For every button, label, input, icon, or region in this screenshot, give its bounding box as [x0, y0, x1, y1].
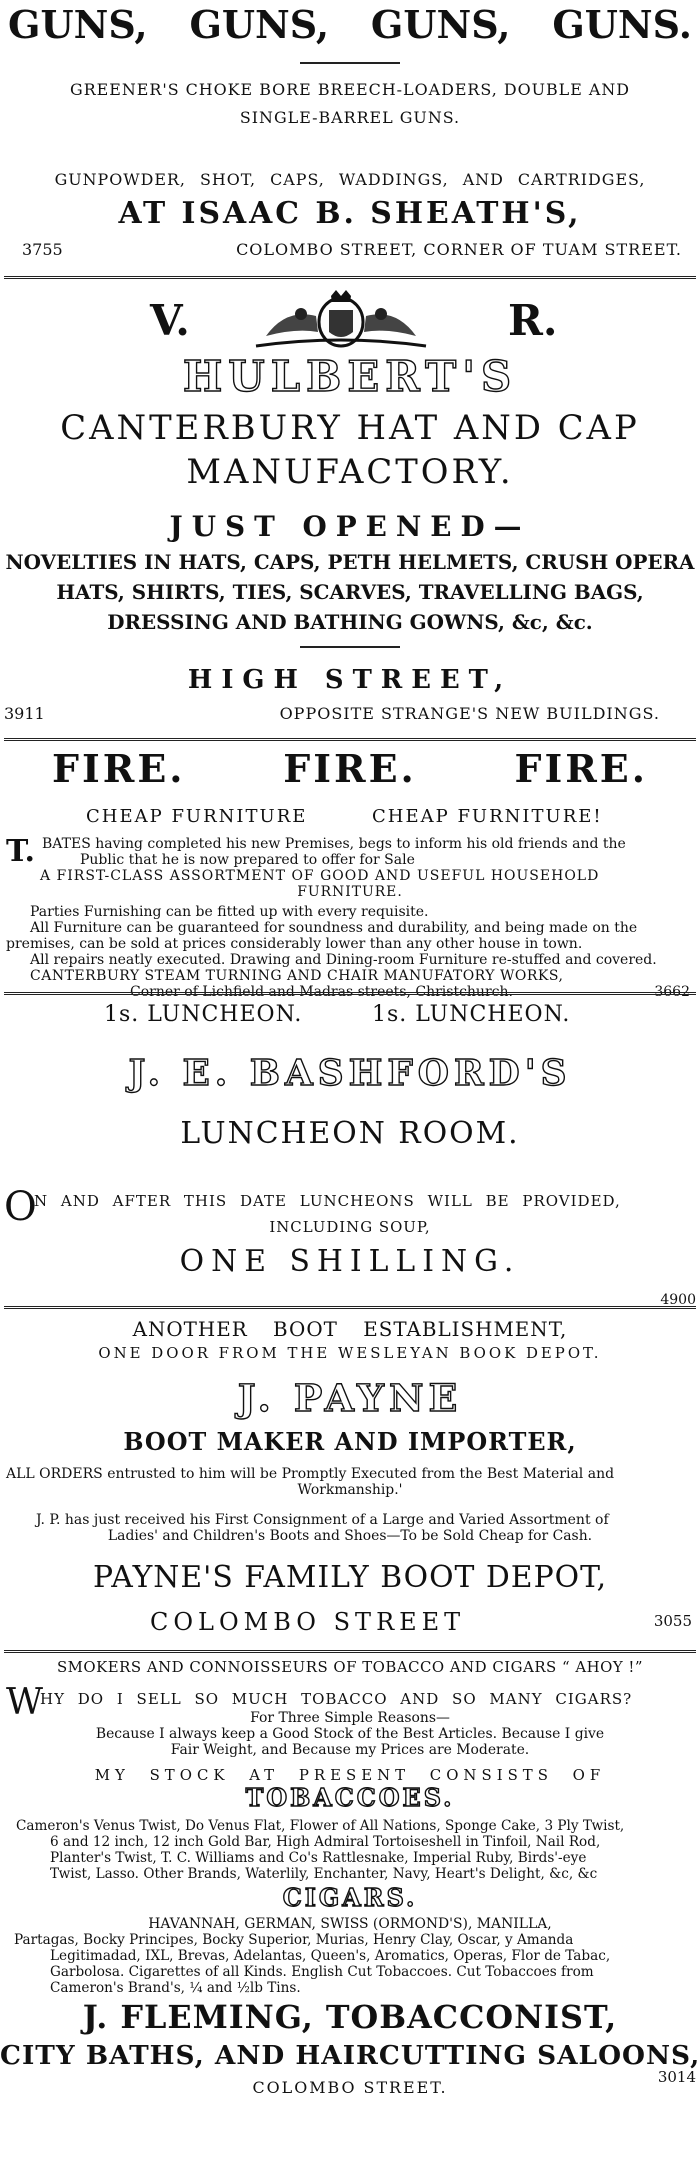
fleming-why-3: Because I always keep a Good Stock of the Best Articles. Because I give — [95, 1726, 605, 1742]
hulbert-novelties-2: HATS, SHIRTS, TIES, SCARVES, TRAVELLING BAGS, — [56, 580, 644, 604]
cigar-line-5: Cameron's Brand's, ¼ and ½lb Tins. — [50, 1980, 301, 1996]
divider — [4, 1306, 696, 1309]
luncheon-advertisement — [0, 996, 700, 1279]
payne-another: ANOTHER BOOT ESTABLISHMENT, — [132, 1318, 568, 1341]
fire-dropcap: T. — [6, 834, 35, 869]
cheap-furniture-1: CHEAP FURNITURE — [86, 806, 308, 827]
ad-number: 3911 — [4, 704, 45, 723]
luncheon-top-1: 1s. LUNCHEON. — [104, 1002, 303, 1027]
guns-address: COLOMBO STREET, CORNER OF TUAM STREET. — [236, 240, 682, 259]
royal-r: R. — [508, 296, 558, 345]
divider — [4, 276, 696, 279]
hulbert-novelties-1: NOVELTIES IN HATS, CAPS, PETH HELMETS, CRUSH OPERA — [5, 550, 695, 574]
fleming-why-1: HY DO I SELL SO MUCH TOBACCO AND SO MANY CIGARS? — [40, 1690, 633, 1708]
fire-intro-2: Public that he is now prepared to offer for Sale — [80, 852, 415, 868]
guns-word: GUNS, — [370, 2, 511, 47]
fire-assortment-2: FURNITURE. — [297, 884, 403, 900]
luncheon-line-2: INCLUDING SOUP, — [269, 1218, 431, 1236]
bashford-name: J. E. BASHFORD'S — [128, 1052, 572, 1094]
payne-jp-2: Ladies' and Children's Boots and Shoes—To be Sold Cheap for Cash. — [107, 1528, 593, 1544]
guns-dealer: AT ISAAC B. SHEATH'S, — [118, 196, 582, 231]
ad-number: 3014 — [657, 2068, 696, 2086]
guns-advertisement — [0, 0, 700, 268]
fire-furniture-advertisement — [0, 742, 700, 1000]
fleming-why-2: For Three Simple Reasons— — [250, 1710, 450, 1726]
fleming-smokers: SMOKERS AND CONNOISSEURS OF TOBACCO AND CIGARS “ AHOY !” — [56, 1658, 644, 1676]
tobaccoes-heading: TOBACCOES. — [245, 1784, 455, 1812]
fire-paragraph-4: All repairs neatly executed. Drawing and Dining-room Furniture re-stuffed and covered. — [30, 952, 657, 968]
cigar-line-2: Partagas, Bocky Principes, Bocky Superior, Murias, Henry Clay, Oscar, y Amanda — [14, 1932, 574, 1948]
payne-orders-2: Workmanship.' — [297, 1482, 403, 1498]
cigars-heading: CIGARS. — [282, 1884, 418, 1912]
fire-corner: Corner of Lichfield and Madras streets, Christchurch. — [130, 984, 513, 1000]
hulbert-title-1: CANTERBURY HAT AND CAP — [60, 408, 640, 447]
cigar-line-3: Legitimadad, IXL, Brevas, Adelantas, Queen's, Aromatics, Operas, Flor de Tabac, — [50, 1948, 611, 1964]
fleming-street: COLOMBO STREET. — [252, 2078, 448, 2097]
fire-paragraph-3: premises, can be sold at prices considerably lower than any other house in town. — [6, 936, 583, 952]
cigar-line-1: HAVANNAH, GERMAN, SWISS (ORMOND'S), MANILLA, — [148, 1916, 552, 1932]
payne-orders-1: ALL ORDERS entrusted to him will be Promptly Executed from the Best Material and — [6, 1466, 615, 1482]
payne-street: COLOMBO STREET — [150, 1608, 466, 1636]
fleming-dropcap: W — [6, 1682, 44, 1723]
guns-line-3: GUNPOWDER, SHOT, CAPS, WADDINGS, AND CARTRIDGES, — [54, 170, 646, 189]
payne-depot: PAYNE'S FAMILY BOOT DEPOT, — [92, 1560, 608, 1595]
tobacco-line-3: Planter's Twist, T. C. Williams and Co's Rattlesnake, Imperial Ruby, Birds'-eye — [50, 1850, 587, 1866]
hulbert-novelties-3: DRESSING AND BATHING GOWNS, &c, &c. — [107, 610, 593, 634]
cigar-line-4: Garbolosa. Cigarettes of all Kinds. English Cut Tobaccoes. Cut Tobaccoes from — [50, 1964, 594, 1980]
payne-title: BOOT MAKER AND IMPORTER, — [123, 1428, 577, 1456]
cheap-furniture-2: CHEAP FURNITURE! — [372, 806, 603, 827]
hulbert-title-2: MANUFACTORY. — [186, 452, 514, 491]
luncheon-dropcap: O — [4, 1184, 37, 1230]
divider — [4, 1650, 696, 1653]
payne-door: ONE DOOR FROM THE WESLEYAN BOOK DEPOT. — [98, 1344, 602, 1362]
fire-word: FIRE. — [52, 746, 186, 791]
fleming-name: J. FLEMING, TOBACCONIST, — [82, 1998, 618, 2036]
payne-jp-1: J. P. has just received his First Consignment of a Large and Varied Assortment of — [36, 1512, 609, 1528]
one-shilling: ONE SHILLING. — [179, 1244, 521, 1279]
ad-number: 3755 — [22, 240, 63, 259]
luncheon-room: LUNCHEON ROOM. — [180, 1116, 520, 1151]
guns-word: GUNS. — [552, 2, 692, 47]
hulbert-advertisement — [0, 280, 700, 735]
fire-word: FIRE. — [283, 746, 417, 791]
fleming-baths: CITY BATHS, AND HAIRCUTTING SALOONS, — [0, 2040, 700, 2071]
ad-number: 3662 — [654, 984, 690, 1000]
guns-headline — [8, 2, 692, 47]
tobacco-line-2: 6 and 12 inch, 12 inch Gold Bar, High Admiral Tortoiseshell in Tinfoil, Nail Rod, — [50, 1834, 601, 1850]
guns-line-2: SINGLE-BARREL GUNS. — [239, 108, 461, 127]
fire-headline — [52, 746, 648, 791]
hulbert-name: HULBERT'S — [182, 352, 518, 401]
fleming-tobacco-advertisement — [0, 1654, 700, 2178]
fire-word: FIRE. — [514, 746, 648, 791]
ad-number: 3055 — [653, 1612, 692, 1630]
luncheon-line-1: N AND AFTER THIS DATE LUNCHEONS WILL BE PROVIDED, — [34, 1192, 621, 1210]
fleming-why-4: Fair Weight, and Because my Prices are Moderate. — [170, 1742, 530, 1758]
royal-coat-of-arms-icon — [246, 288, 436, 350]
divider — [300, 62, 400, 64]
payne-name: J. PAYNE — [237, 1376, 463, 1420]
fire-works: CANTERBURY STEAM TURNING AND CHAIR MANUFATORY WORKS, — [30, 968, 564, 984]
fire-assortment-1: A FIRST-CLASS ASSORTMENT OF GOOD AND USEFUL HOUSEHOLD — [40, 868, 600, 884]
tobacco-line-4: Twist, Lasso. Other Brands, Waterlily, Enchanter, Navy, Heart's Delight, &c, &c — [50, 1866, 598, 1882]
hulbert-just-opened: JUST OPENED— — [169, 510, 531, 543]
luncheon-top-2: 1s. LUNCHEON. — [372, 1002, 571, 1027]
guns-word: GUNS, — [189, 2, 330, 47]
ad-number: 4900 — [660, 1292, 696, 1308]
royal-v: V. — [150, 296, 190, 345]
guns-line-1: GREENER'S CHOKE BORE BREECH-LOADERS, DOUBLE AND — [70, 80, 630, 99]
divider — [4, 992, 696, 995]
divider — [4, 738, 696, 741]
guns-word: GUNS, — [8, 2, 148, 47]
fire-paragraph-2: All Furniture can be guaranteed for soundness and durability, and being made on the — [30, 920, 638, 936]
fire-paragraph-1: Parties Furnishing can be fitted up with every requisite. — [30, 904, 429, 920]
fleming-stock: MY STOCK AT PRESENT CONSISTS OF — [94, 1766, 606, 1784]
hulbert-street: HIGH STREET, — [187, 665, 513, 695]
fire-intro-1: BATES having completed his new Premises, begs to inform his old friends and the — [42, 836, 626, 852]
tobacco-line-1: Cameron's Venus Twist, Do Venus Flat, Flower of All Nations, Sponge Cake, 3 Ply Twist, — [16, 1818, 625, 1834]
divider — [300, 646, 400, 648]
hulbert-opposite: OPPOSITE STRANGE'S NEW BUILDINGS. — [279, 704, 660, 723]
